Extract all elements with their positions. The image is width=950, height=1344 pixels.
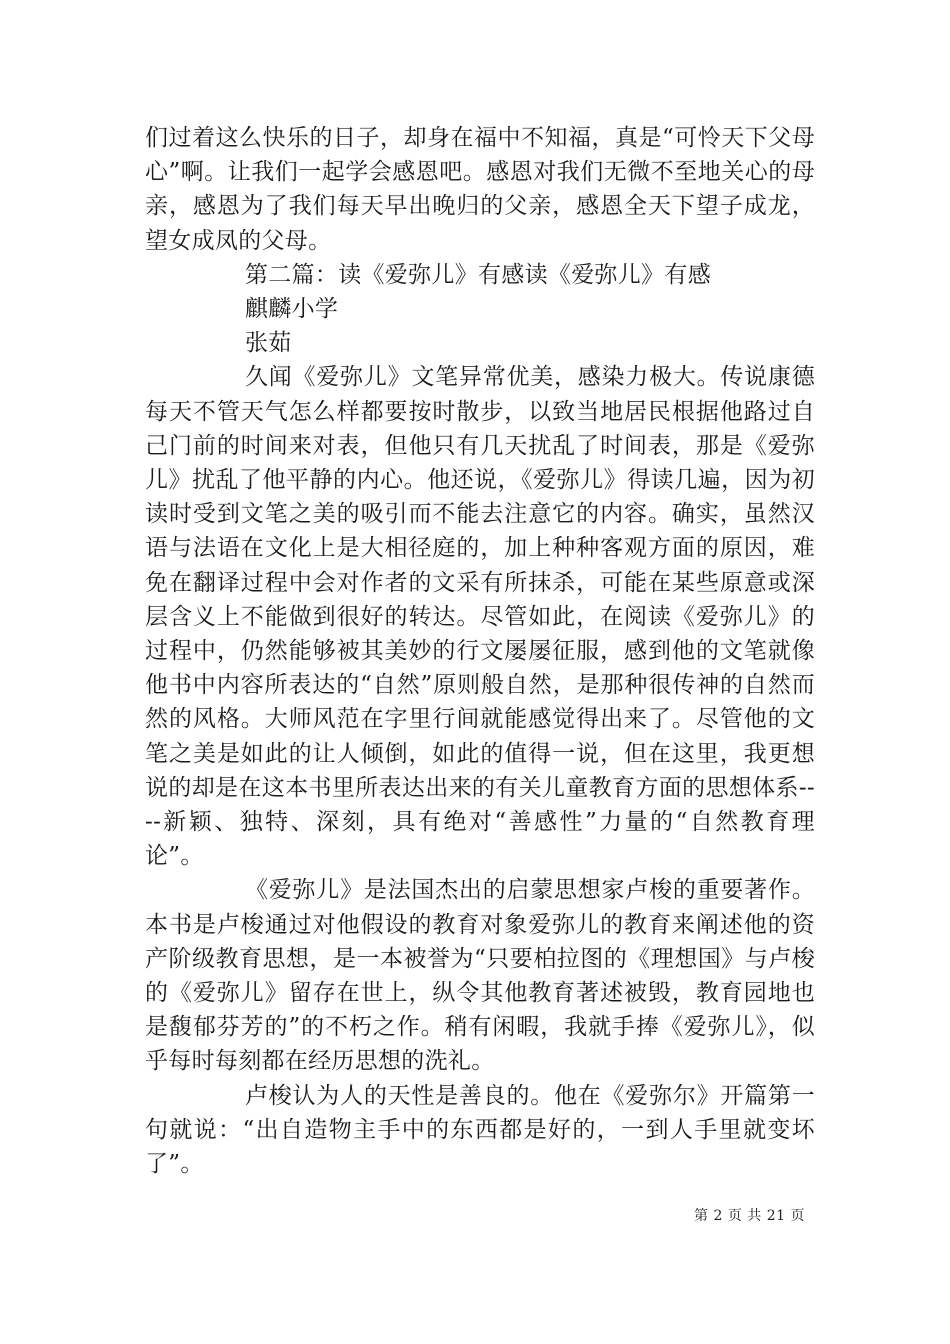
body-paragraph-2: 《爱弥儿》是法国杰出的启蒙思想家卢梭的重要著作。本书是卢梭通过对他假设的教育对象爱弥儿的教育来阐述他的资产阶级教育思想，是一本被誉为“只要柏拉图的《理想国》与卢梭的《爱弥儿》留存在世上，纵令其他教育著述被毁，教育园地也是馥郁芬芳的”的不朽之作。稍有闲暇，我就手捧《爱弥儿》，似乎每时每刻都在经历思想的洗礼。 xyxy=(145,877,815,1075)
school-name: 麒麟小学 xyxy=(245,296,339,323)
author-name: 张茹 xyxy=(245,330,292,357)
body-paragraph-3: 卢梭认为人的天性是善良的。他在《爱弥尔》开篇第一句就说：“出自造物主手中的东西都是好的，一到人手里就变坏了”。 xyxy=(145,1082,815,1178)
paragraph-continuation: 们过着这么快乐的日子，却身在福中不知福，真是“可怜天下父母心”啊。让我们一起学会感恩吧。感恩对我们无微不至地关心的母亲，感恩为了我们每天早出晚归的父亲，感恩全天下望子成龙，望女成凤的父母。 xyxy=(145,125,815,254)
body-paragraph-1: 久闻《爱弥儿》文笔异常优美，感染力极大。传说康德每天不管天气怎么样都要按时散步，以致当地居民根据他路过自己门前的时间来对表，但他只有几天扰乱了时间表，那是《爱弥儿》扰乱了他平静的内心。他还说，《爱弥儿》得读几遍，因为初读时受到文笔之美的吸引而不能去注意它的内容。确实，虽然汉语与法语在文化上是大相径庭的，加上种种客观方面的原因，难免在翻译过程中会对作者的文采有所抹杀，可能在某些原意或深层含义上不能做到很好的转达。尽管如此，在阅读《爱弥儿》的过程中，仍然能够被其美妙的行文屡屡征服，感到他的文笔就像他书中内容所表达的“自然”原则般自然，是那种很传神的自然而然的风格。大师风范在字里行间就能感觉得出来了。尽管他的文笔之美是如此的让人倾倒，如此的值得一说，但在这里，我更想说的却是在这本书里所表达出来的有关儿童教育方面的思想体系----新颖、独特、深刻，具有绝对“善感性”力量的“自然教育理论”。 xyxy=(145,364,815,870)
document-body xyxy=(145,121,815,1181)
page-number-footer: 第 2 页 共 21 页 xyxy=(694,1208,805,1224)
section-title: 第二篇：读《爱弥儿》有感读《爱弥儿》有感 xyxy=(245,261,711,288)
